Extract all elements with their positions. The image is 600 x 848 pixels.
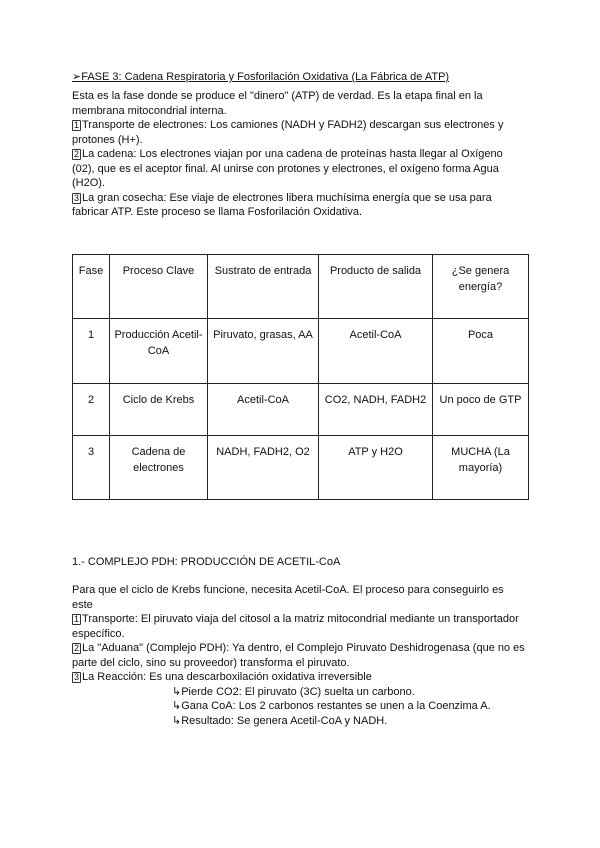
table-cell: Poca: [433, 319, 529, 384]
table-cell: Acetil-CoA: [319, 319, 433, 384]
phase3-point-3: 3 La gran cosecha: Ese viaje de electrones libera muchísima energía que se usa para: [74, 192, 492, 204]
table-header-row: [73, 255, 529, 319]
table-cell: Producción Acetil-CoA: [110, 319, 208, 384]
pdh-point-2-cont: parte del ciclo, sino su proveedor) transforma el piruvato.: [72, 657, 350, 669]
pdh-intro-line-1: Para que el ciclo de Krebs funcione, necesita Acetil-CoA. El proceso para conseguirlo es: [72, 584, 504, 596]
phase3-point-1-cont: protones (H+).: [72, 134, 143, 146]
table-cell: 1: [73, 319, 110, 384]
pdh-point-1-cont: específico.: [72, 628, 125, 640]
table-cell: MUCHA (La mayoría): [433, 436, 529, 500]
number-1-icon: 1: [74, 614, 80, 624]
number-3-icon: 3: [74, 672, 80, 682]
table-row: [73, 436, 529, 500]
pdh-point-3: 3 La Reacción: Es una descarboxilación oxidativa irreversible: [74, 671, 372, 683]
pdh-point-2: 2 La "Aduana" (Complejo PDH): Ya dentro, el Complejo Piruvato Deshidrogenasa (que no es: [74, 642, 525, 654]
table-cell: Ciclo de Krebs: [110, 384, 208, 436]
table-cell: Un poco de GTP: [433, 384, 529, 436]
table-header-cell: Proceso Clave: [110, 255, 208, 319]
phases-table: [72, 254, 529, 500]
table-cell: CO2, NADH, FADH2: [319, 384, 433, 436]
number-2-icon: 2: [74, 643, 80, 653]
phase3-point-2: 2 La cadena: Los electrones viajan por una cadena de proteínas hasta llegar al Oxígeno: [74, 148, 503, 160]
pdh-subpoint-3: ↳Resultado: Se genera Acetil-CoA y NADH.: [172, 715, 388, 727]
table-header-cell: Producto de salida: [319, 255, 433, 319]
phase3-point-2-cont-2: (H2O).: [72, 177, 105, 189]
pdh-subpoint-1: ↳Pierde CO2: El piruvato (3C) suelta un carbono.: [172, 686, 415, 698]
number-2-icon: 2: [74, 149, 80, 159]
table-cell: Acetil-CoA: [208, 384, 319, 436]
table-cell: 2: [73, 384, 110, 436]
phase3-point-2-cont-1: (02), que es el aceptor final. Al unirse con protones y electrones, el oxígeno forma Agua: [72, 163, 499, 175]
phase3-intro-line-1: Esta es la fase donde se produce el "dinero" (ATP) de verdad. Es la etapa final en la: [72, 90, 483, 102]
phase3-point-1: 1 Transporte de electrones: Los camiones (NADH y FADH2) descargan sus electrones y: [74, 119, 504, 131]
table-cell: Piruvato, grasas, AA: [208, 319, 319, 384]
table-header-cell: Sustrato de entrada: [208, 255, 319, 319]
table-header-cell: Fase: [73, 255, 110, 319]
pdh-subpoint-2: ↳Gana CoA: Los 2 carbonos restantes se unen a la Coenzima A.: [172, 700, 491, 712]
phase3-title: ➢FASE 3: Cadena Respiratoria y Fosforilación Oxidativa (La Fábrica de ATP): [72, 71, 450, 83]
table-row: [73, 319, 529, 384]
number-3-icon: 3: [74, 193, 80, 203]
table-cell: ATP y H2O: [319, 436, 433, 500]
number-1-icon: 1: [74, 120, 80, 130]
table-header-cell: ¿Se genera energía?: [433, 255, 529, 319]
pdh-point-1: 1 Transporte: El piruvato viaja del citosol a la matriz mitocondrial mediante un transportador: [74, 613, 519, 625]
phase3-point-3-cont: fabricar ATP. Este proceso se llama Fosforilación Oxidativa.: [72, 206, 362, 218]
phase3-intro-line-2: membrana mitocondrial interna.: [72, 105, 227, 117]
table-cell: NADH, FADH2, O2: [208, 436, 319, 500]
table-row: [73, 384, 529, 436]
pdh-intro-line-2: este: [72, 599, 93, 611]
pdh-heading: 1.- COMPLEJO PDH: PRODUCCIÓN DE ACETIL-CoA: [72, 556, 341, 568]
table-cell: 3: [73, 436, 110, 500]
table-cell: Cadena de electrones: [110, 436, 208, 500]
